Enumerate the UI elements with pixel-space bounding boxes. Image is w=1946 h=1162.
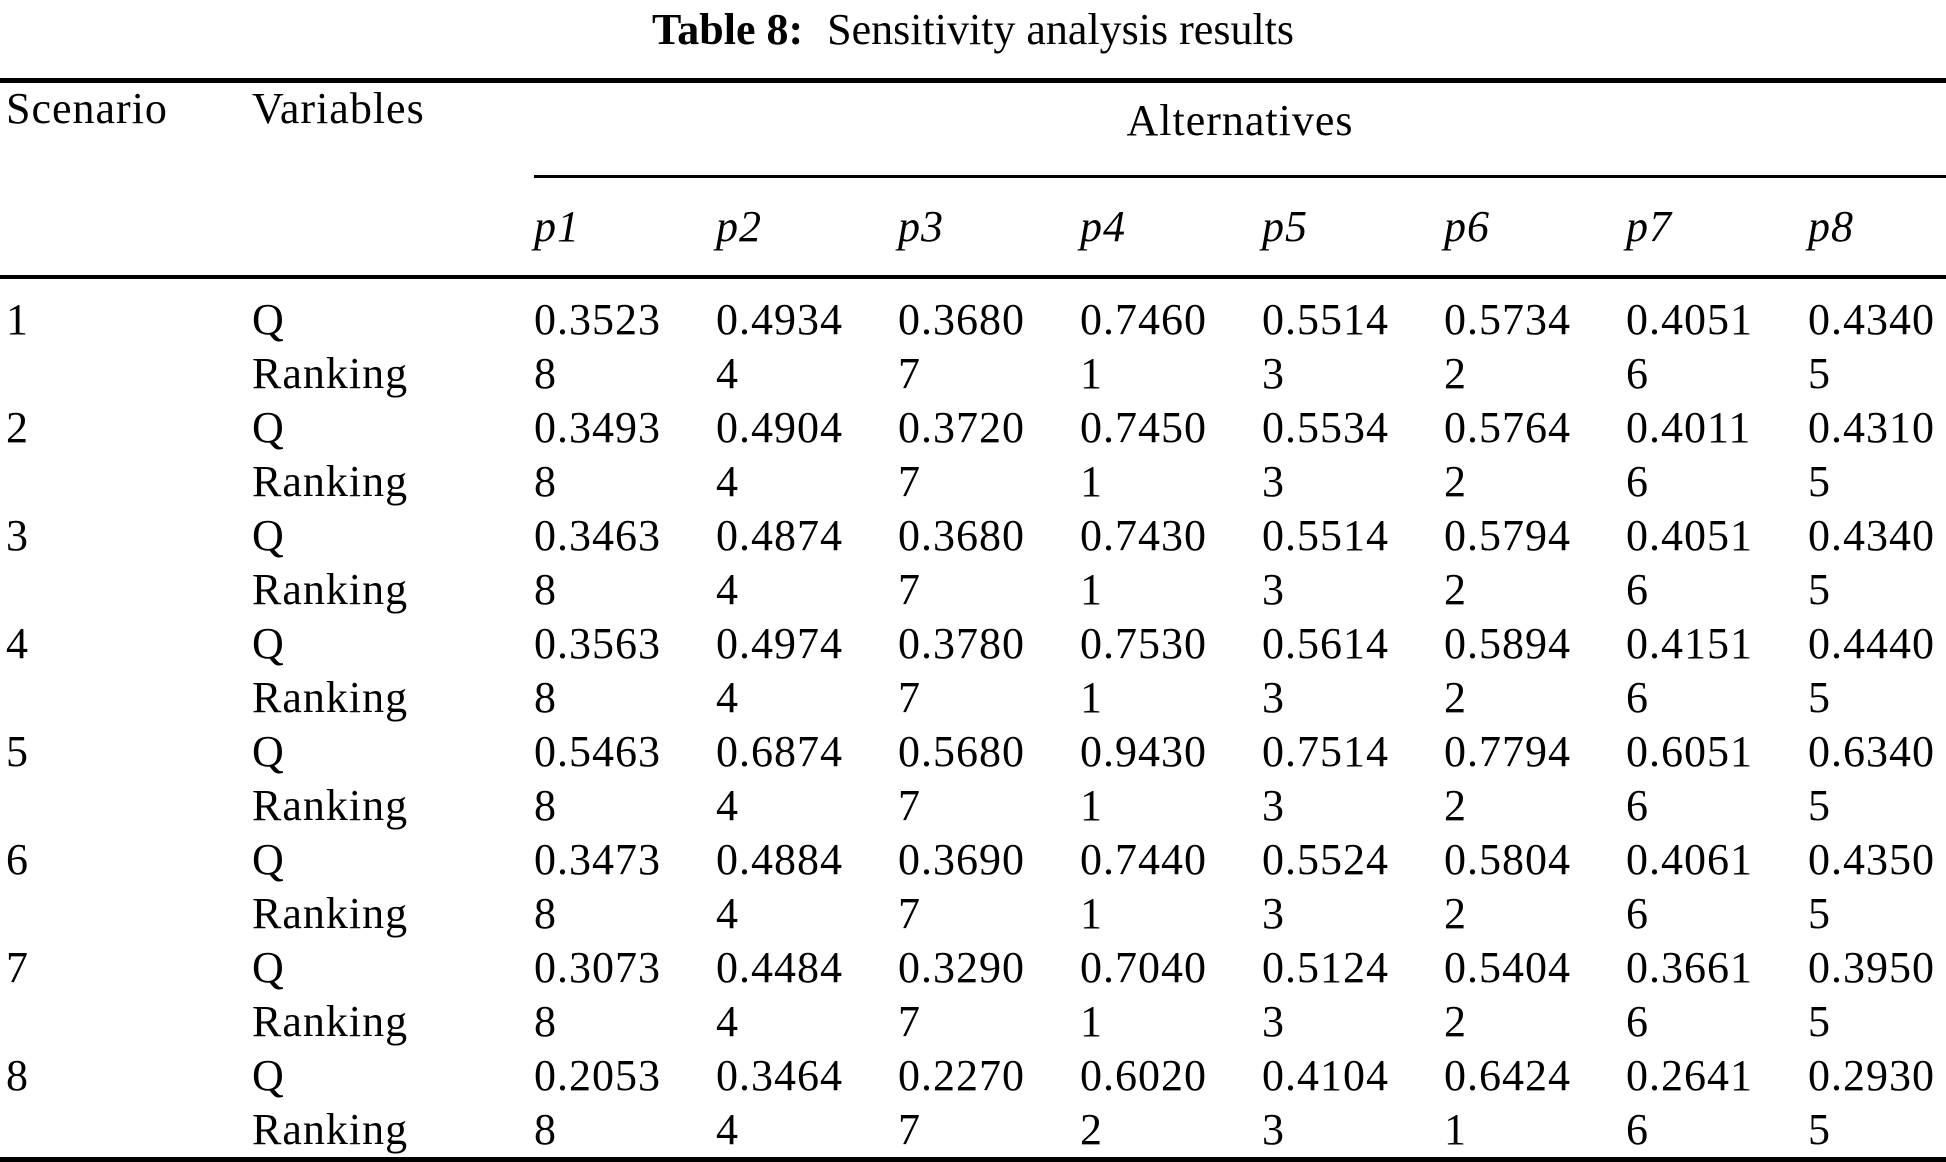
scenario-1-ranking-row	[0, 347, 1946, 401]
q-value: 0.3680	[898, 511, 1025, 560]
q-value: 0.2930	[1808, 1051, 1935, 1100]
table-head	[0, 81, 1946, 278]
ranking-value: 4	[716, 997, 739, 1046]
q-value: 0.6020	[1080, 1051, 1207, 1100]
scenario-number: 7	[6, 943, 29, 992]
ranking-value: 5	[1808, 889, 1831, 938]
ranking-value: 1	[1080, 565, 1103, 614]
q-value: 0.3720	[898, 403, 1025, 452]
q-value: 0.6051	[1626, 727, 1753, 776]
scenario-1-q-row	[0, 277, 1946, 347]
alternative-header-p3: p3	[898, 177, 1080, 278]
variable-label: Ranking	[252, 781, 409, 830]
variable-label: Ranking	[252, 457, 409, 506]
ranking-value: 8	[534, 997, 557, 1046]
q-value: 0.3473	[534, 835, 661, 884]
ranking-value: 1	[1080, 889, 1103, 938]
q-value: 0.3661	[1626, 943, 1753, 992]
q-value: 0.3493	[534, 403, 661, 452]
ranking-value: 5	[1808, 349, 1831, 398]
ranking-value: 7	[898, 997, 921, 1046]
empty-cell	[0, 1103, 250, 1160]
ranking-value: 3	[1262, 457, 1285, 506]
empty-cell	[0, 995, 250, 1049]
ranking-value: 8	[534, 673, 557, 722]
q-value: 0.3950	[1808, 943, 1935, 992]
q-value: 0.3463	[534, 511, 661, 560]
variable-label: Ranking	[252, 889, 409, 938]
scenario-7-q-row	[0, 941, 1946, 995]
ranking-value: 8	[534, 349, 557, 398]
q-value: 0.3563	[534, 619, 661, 668]
q-value: 0.4061	[1626, 835, 1753, 884]
ranking-value: 4	[716, 673, 739, 722]
scenario-number: 5	[6, 727, 29, 776]
q-value: 0.4340	[1808, 511, 1935, 560]
q-value: 0.4011	[1626, 403, 1752, 452]
q-value: 0.4051	[1626, 295, 1753, 344]
q-value: 0.3464	[716, 1051, 843, 1100]
scenario-8-ranking-row	[0, 1103, 1946, 1160]
q-value: 0.7794	[1444, 727, 1571, 776]
table-caption	[0, 0, 1946, 78]
ranking-value: 7	[898, 565, 921, 614]
variable-label: Q	[252, 403, 285, 452]
variable-label: Q	[252, 727, 285, 776]
empty-cell	[0, 671, 250, 725]
q-value: 0.6340	[1808, 727, 1935, 776]
ranking-value: 3	[1262, 889, 1285, 938]
scenario-3-ranking-row	[0, 563, 1946, 617]
q-value: 0.5794	[1444, 511, 1571, 560]
q-value: 0.3073	[534, 943, 661, 992]
q-value: 0.4350	[1808, 835, 1935, 884]
alternative-header-p5: p5	[1262, 177, 1444, 278]
ranking-value: 1	[1080, 349, 1103, 398]
scenario-column-header: Scenario	[0, 81, 250, 278]
q-value: 0.4151	[1626, 619, 1753, 668]
q-value: 0.5680	[898, 727, 1025, 776]
q-value: 0.3523	[534, 295, 661, 344]
q-value: 0.4340	[1808, 295, 1935, 344]
q-value: 0.6874	[716, 727, 843, 776]
ranking-value: 4	[716, 1105, 739, 1154]
ranking-value: 6	[1626, 1105, 1649, 1154]
ranking-value: 6	[1626, 889, 1649, 938]
q-value: 0.5764	[1444, 403, 1571, 452]
ranking-value: 6	[1626, 673, 1649, 722]
ranking-value: 2	[1080, 1105, 1103, 1154]
ranking-value: 2	[1444, 457, 1467, 506]
q-value: 0.5404	[1444, 943, 1571, 992]
ranking-value: 8	[534, 565, 557, 614]
ranking-value: 1	[1080, 673, 1103, 722]
variable-label: Q	[252, 943, 285, 992]
q-value: 0.4874	[716, 511, 843, 560]
ranking-value: 8	[534, 889, 557, 938]
ranking-value: 5	[1808, 565, 1831, 614]
scenario-4-ranking-row	[0, 671, 1946, 725]
variable-label: Q	[252, 295, 285, 344]
empty-cell	[0, 347, 250, 401]
q-value: 0.3690	[898, 835, 1025, 884]
ranking-value: 2	[1444, 781, 1467, 830]
q-value: 0.4440	[1808, 619, 1935, 668]
variable-label: Ranking	[252, 1105, 409, 1154]
q-value: 0.5734	[1444, 295, 1571, 344]
scenario-8-q-row	[0, 1049, 1946, 1103]
ranking-value: 3	[1262, 565, 1285, 614]
variable-label: Ranking	[252, 349, 409, 398]
q-value: 0.4934	[716, 295, 843, 344]
scenario-5-q-row	[0, 725, 1946, 779]
q-value: 0.7460	[1080, 295, 1207, 344]
q-value: 0.2641	[1626, 1051, 1753, 1100]
q-value: 0.4974	[716, 619, 843, 668]
sensitivity-table	[0, 78, 1946, 1162]
ranking-value: 2	[1444, 673, 1467, 722]
ranking-value: 5	[1808, 457, 1831, 506]
ranking-value: 6	[1626, 997, 1649, 1046]
alternative-header-p2: p2	[716, 177, 898, 278]
scenario-3-q-row	[0, 509, 1946, 563]
q-value: 0.9430	[1080, 727, 1207, 776]
ranking-value: 5	[1808, 781, 1831, 830]
q-value: 0.5524	[1262, 835, 1389, 884]
scenario-number: 4	[6, 619, 29, 668]
ranking-value: 4	[716, 457, 739, 506]
scenario-number: 6	[6, 835, 29, 884]
scenario-5-ranking-row	[0, 779, 1946, 833]
q-value: 0.3290	[898, 943, 1025, 992]
header-row-groups	[0, 81, 1946, 177]
ranking-value: 3	[1262, 673, 1285, 722]
ranking-value: 1	[1444, 1105, 1467, 1154]
q-value: 0.5463	[534, 727, 661, 776]
ranking-value: 2	[1444, 997, 1467, 1046]
q-value: 0.3780	[898, 619, 1025, 668]
q-value: 0.7430	[1080, 511, 1207, 560]
variable-label: Ranking	[252, 673, 409, 722]
alternative-header-p4: p4	[1080, 177, 1262, 278]
ranking-value: 1	[1080, 781, 1103, 830]
empty-cell	[0, 455, 250, 509]
q-value: 0.7530	[1080, 619, 1207, 668]
ranking-value: 7	[898, 457, 921, 506]
scenario-7-ranking-row	[0, 995, 1946, 1049]
q-value: 0.4904	[716, 403, 843, 452]
scenario-6-ranking-row	[0, 887, 1946, 941]
q-value: 0.4104	[1262, 1051, 1389, 1100]
ranking-value: 4	[716, 889, 739, 938]
q-value: 0.4884	[716, 835, 843, 884]
ranking-value: 7	[898, 1105, 921, 1154]
ranking-value: 3	[1262, 349, 1285, 398]
ranking-value: 4	[716, 565, 739, 614]
ranking-value: 6	[1626, 457, 1649, 506]
ranking-value: 2	[1444, 889, 1467, 938]
ranking-value: 4	[716, 349, 739, 398]
ranking-value: 8	[534, 781, 557, 830]
q-value: 0.5804	[1444, 835, 1571, 884]
q-value: 0.4310	[1808, 403, 1935, 452]
ranking-value: 7	[898, 349, 921, 398]
variable-label: Ranking	[252, 565, 409, 614]
q-value: 0.5514	[1262, 511, 1389, 560]
ranking-value: 5	[1808, 997, 1831, 1046]
scenario-number: 1	[6, 295, 29, 344]
ranking-value: 8	[534, 457, 557, 506]
q-value: 0.5534	[1262, 403, 1389, 452]
caption-text: Sensitivity analysis results	[827, 5, 1295, 54]
ranking-value: 1	[1080, 997, 1103, 1046]
ranking-value: 7	[898, 889, 921, 938]
ranking-value: 3	[1262, 781, 1285, 830]
q-value: 0.3680	[898, 295, 1025, 344]
ranking-value: 3	[1262, 997, 1285, 1046]
ranking-value: 2	[1444, 349, 1467, 398]
alternative-header-p8: p8	[1808, 177, 1946, 278]
ranking-value: 7	[898, 781, 921, 830]
q-value: 0.5124	[1262, 943, 1389, 992]
alternative-header-p1: p1	[534, 177, 716, 278]
q-value: 0.2270	[898, 1051, 1025, 1100]
alternative-header-p7: p7	[1626, 177, 1808, 278]
ranking-value: 6	[1626, 565, 1649, 614]
variable-label: Q	[252, 511, 285, 560]
variable-label: Q	[252, 619, 285, 668]
alternative-header-p6: p6	[1444, 177, 1626, 278]
ranking-value: 3	[1262, 1105, 1285, 1154]
scenario-2-q-row	[0, 401, 1946, 455]
q-value: 0.7440	[1080, 835, 1207, 884]
ranking-value: 6	[1626, 781, 1649, 830]
ranking-value: 2	[1444, 565, 1467, 614]
q-value: 0.5614	[1262, 619, 1389, 668]
variable-label: Q	[252, 1051, 285, 1100]
alternatives-group-header: Alternatives	[534, 81, 1946, 177]
q-value: 0.4484	[716, 943, 843, 992]
caption-label: Table 8:	[651, 5, 804, 54]
ranking-value: 6	[1626, 349, 1649, 398]
q-value: 0.2053	[534, 1051, 661, 1100]
variable-label: Ranking	[252, 997, 409, 1046]
ranking-value: 5	[1808, 1105, 1831, 1154]
scenario-2-ranking-row	[0, 455, 1946, 509]
ranking-value: 7	[898, 673, 921, 722]
ranking-value: 5	[1808, 673, 1831, 722]
ranking-value: 4	[716, 781, 739, 830]
q-value: 0.4051	[1626, 511, 1753, 560]
scenario-4-q-row	[0, 617, 1946, 671]
q-value: 0.5514	[1262, 295, 1389, 344]
empty-cell	[0, 563, 250, 617]
q-value: 0.6424	[1444, 1051, 1571, 1100]
scenario-6-q-row	[0, 833, 1946, 887]
scenario-number: 3	[6, 511, 29, 560]
empty-cell	[0, 887, 250, 941]
empty-cell	[0, 779, 250, 833]
q-value: 0.7450	[1080, 403, 1207, 452]
table-body	[0, 277, 1946, 1160]
variable-label: Q	[252, 835, 285, 884]
ranking-value: 1	[1080, 457, 1103, 506]
scenario-number: 8	[6, 1051, 29, 1100]
q-value: 0.5894	[1444, 619, 1571, 668]
scenario-number: 2	[6, 403, 29, 452]
q-value: 0.7040	[1080, 943, 1207, 992]
ranking-value: 8	[534, 1105, 557, 1154]
variables-column-header: Variables	[250, 81, 534, 278]
q-value: 0.7514	[1262, 727, 1389, 776]
